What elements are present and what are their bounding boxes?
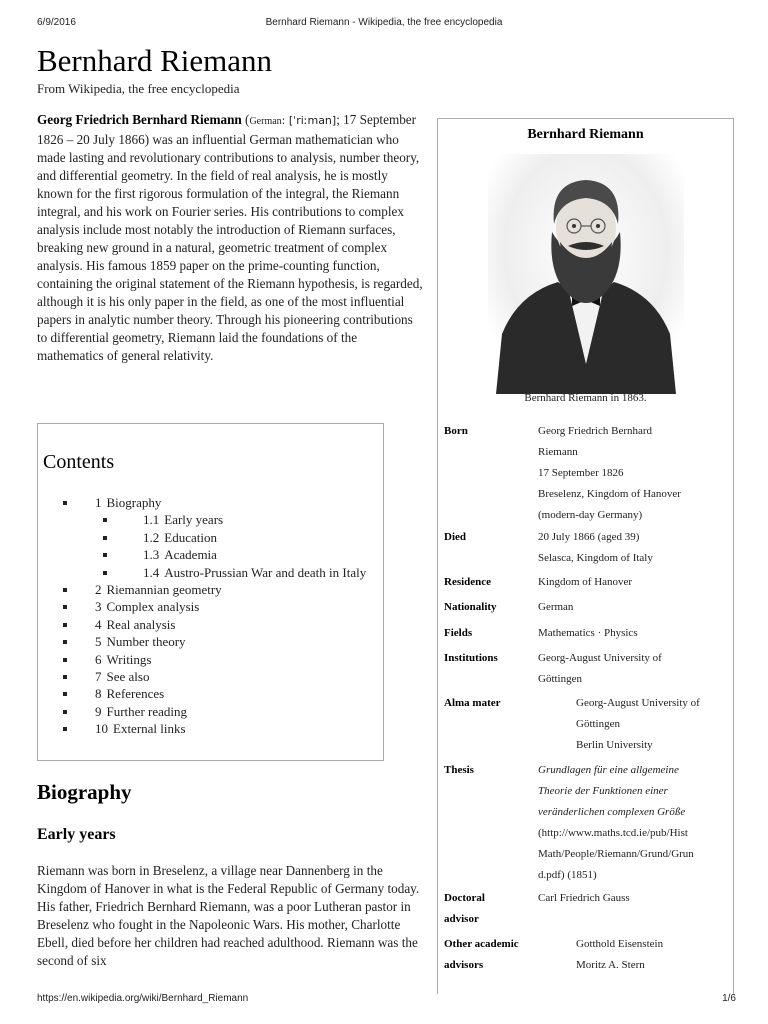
tagline: From Wikipedia, the free encyclopedia xyxy=(37,81,240,96)
toc-number: 1 xyxy=(95,495,102,510)
toc-label[interactable]: Biography xyxy=(106,495,162,510)
bullet-icon xyxy=(103,553,107,557)
label-line: advisors xyxy=(444,959,484,971)
language-link[interactable]: German xyxy=(249,116,282,127)
toc-label[interactable]: Riemannian geometry xyxy=(106,582,222,598)
thesis-title[interactable]: Theorie der Funktionen einer xyxy=(538,785,668,797)
intro-paren: ( xyxy=(241,112,250,127)
toc-label[interactable]: External links xyxy=(113,721,186,737)
toc-number: 1.4 xyxy=(143,564,160,580)
subject-name: Georg Friedrich Bernhard Riemann xyxy=(37,112,242,127)
institution-line[interactable]: Göttingen xyxy=(538,673,582,685)
bullet-icon xyxy=(63,623,67,627)
bullet-icon xyxy=(63,501,67,505)
print-page-number: 1/6 xyxy=(722,993,736,1004)
toc-label[interactable]: Real analysis xyxy=(106,616,176,632)
toc-title: Contents xyxy=(43,451,115,473)
thesis-title[interactable]: Grundlagen für eine allgemeine xyxy=(538,764,679,776)
born-name: Georg Friedrich Bernhard xyxy=(538,425,653,437)
toc-number: 6 xyxy=(95,651,102,667)
born-place[interactable]: Breselenz, Kingdom of Hanover xyxy=(538,488,681,500)
table-of-contents xyxy=(37,423,384,761)
infobox-title: Bernhard Riemann xyxy=(527,127,644,142)
toc-number: 1.2 xyxy=(143,529,160,545)
thesis-url[interactable]: (http://www.maths.tcd.ie/pub/Hist xyxy=(538,827,688,839)
infobox-value xyxy=(538,527,734,569)
toc-item[interactable] xyxy=(63,703,366,720)
thesis-url[interactable]: d.pdf) (1851) xyxy=(538,869,597,881)
intro-text: ; 17 September 1826 – 20 July 1866) was an influential German mathematician who made lasting and revolutionary contributions to analysis, number theory, and differential geometry. In the field of real analysis, he is mostly known for the first rigorous formulation of the integral, the Riemann integral, and his work on Fourier series. His contributions to complex analysis include most notably the introduction of Riemann surfaces, breaking new ground in a natural, geometric treatment of complex analysis. His famous 1859 paper on the prime-counting function, containing the original statement of the Riemann hypothesis, is regarded, although it is his only paper in the field, as one of the most influential papers in analytic number theory. Through his pioneering contributions to differential geometry, Riemann laid the foundations of the mathematics of general relativity. xyxy=(37,112,423,363)
toc-item[interactable] xyxy=(63,511,366,528)
bullet-icon xyxy=(63,727,67,731)
toc-item[interactable] xyxy=(63,598,366,615)
toc-number: 10 xyxy=(95,721,108,737)
advisor-line[interactable]: Gotthold Eisenstein xyxy=(576,938,664,950)
toc-label[interactable]: References xyxy=(106,686,165,702)
print-url: https://en.wikipedia.org/wiki/Bernhard_Riemann xyxy=(37,993,249,1004)
toc-item[interactable] xyxy=(63,668,366,685)
toc-number: 2 xyxy=(95,582,102,598)
infobox-label: Thesis xyxy=(444,764,474,776)
toc-list xyxy=(63,494,366,738)
infobox-label xyxy=(444,934,534,976)
portrait-caption: Bernhard Riemann in 1863. xyxy=(524,392,647,404)
toc-item[interactable] xyxy=(63,494,366,511)
section-heading-biography: Biography xyxy=(37,780,132,804)
thesis-title[interactable]: veränderlichen complexen Größe xyxy=(538,806,686,818)
toc-item[interactable] xyxy=(63,546,366,563)
toc-number: 1.3 xyxy=(143,547,160,563)
label-line: advisor xyxy=(444,913,479,925)
bullet-icon xyxy=(63,605,67,609)
infobox-value[interactable]: Mathematics · Physics xyxy=(538,627,638,639)
infobox-value xyxy=(538,760,734,886)
toc-label[interactable]: Number theory xyxy=(106,634,186,650)
alma-mater-line[interactable]: Georg-August University of xyxy=(576,697,700,709)
toc-label[interactable]: Academia xyxy=(164,547,217,563)
died-date: 20 July 1866 (aged 39) xyxy=(538,531,640,543)
born-date: 17 September 1826 xyxy=(538,467,624,479)
toc-number: 3 xyxy=(95,599,102,615)
died-place[interactable]: Selasca, Kingdom of Italy xyxy=(538,552,653,564)
infobox-value[interactable]: Carl Friedrich Gauss xyxy=(538,892,630,904)
toc-label[interactable]: Further reading xyxy=(106,703,188,719)
institution-line[interactable]: Georg-August University of xyxy=(538,652,662,664)
toc-number: 7 xyxy=(95,669,102,685)
label-line: Other academic xyxy=(444,938,519,950)
print-page-title: Bernhard Riemann - Wikipedia, the free encyclopedia xyxy=(265,17,503,28)
bullet-icon xyxy=(63,588,67,592)
toc-item[interactable] xyxy=(63,685,366,702)
infobox-value[interactable] xyxy=(538,648,734,690)
bullet-icon xyxy=(103,518,107,522)
advisor-line[interactable]: Moritz A. Stern xyxy=(576,959,645,971)
infobox xyxy=(437,118,734,994)
toc-number: 1.1 xyxy=(143,512,160,528)
section-heading-early-years: Early years xyxy=(37,826,116,843)
alma-mater-line[interactable]: Göttingen xyxy=(576,718,620,730)
toc-label[interactable]: Writings xyxy=(106,651,152,667)
infobox-label: Institutions xyxy=(444,652,498,664)
toc-number: 8 xyxy=(95,686,102,702)
toc-label[interactable]: Education xyxy=(164,529,217,545)
bullet-icon xyxy=(63,658,67,662)
bullet-icon xyxy=(63,710,67,714)
label-line: Doctoral xyxy=(444,892,485,904)
toc-item[interactable] xyxy=(63,616,366,633)
toc-number: 5 xyxy=(95,634,102,650)
infobox-value[interactable]: Kingdom of Hanover xyxy=(538,576,633,588)
page-title: Bernhard Riemann xyxy=(37,43,273,78)
toc-item[interactable] xyxy=(63,564,366,581)
bullet-icon xyxy=(103,571,107,575)
toc-label[interactable]: Complex analysis xyxy=(106,599,200,615)
print-date: 6/9/2016 xyxy=(37,17,76,28)
toc-number: 9 xyxy=(95,703,102,719)
infobox-label: Alma mater xyxy=(444,697,501,709)
portrait-engraving-icon[interactable] xyxy=(488,154,684,394)
infobox-value[interactable] xyxy=(576,693,736,756)
early-years-paragraph: Riemann was born in Breselenz, a village near Dannenberg in the Kingdom of Hanover in what is the Federal Republic of Germany today. His father, Friedrich Bernhard Riemann, was a poor Lutheran pastor in Breselenz who fought in the Napoleonic Wars. His mother, Charlotte Ebell, died before her children had reached adulthood. Riemann was the second of six xyxy=(37,863,420,968)
toc-item[interactable] xyxy=(63,720,366,737)
bullet-icon xyxy=(63,640,67,644)
born-place-modern: (modern-day Germany) xyxy=(538,509,643,521)
ipa-pronunciation[interactable]: : [ˈriːman] xyxy=(281,114,337,127)
infobox-label: Died xyxy=(444,531,466,543)
toc-label[interactable]: See also xyxy=(106,669,150,685)
infobox-label: Born xyxy=(444,425,468,437)
infobox-value[interactable]: German xyxy=(538,601,574,613)
bullet-icon xyxy=(63,692,67,696)
toc-item[interactable] xyxy=(63,633,366,650)
toc-label[interactable]: Austro-Prussian War and death in Italy xyxy=(164,564,367,580)
born-name-cont: Riemann xyxy=(538,446,578,458)
infobox-value xyxy=(538,421,734,526)
toc-number: 4 xyxy=(95,616,102,632)
infobox-label xyxy=(444,888,534,930)
bullet-icon xyxy=(103,536,107,540)
alma-mater-line[interactable]: Berlin University xyxy=(576,739,653,751)
thesis-url[interactable]: Math/People/Riemann/Grund/Grun xyxy=(538,848,694,860)
infobox-value[interactable] xyxy=(576,934,736,976)
toc-item[interactable] xyxy=(63,529,366,546)
toc-item[interactable] xyxy=(63,651,366,668)
infobox-label: Residence xyxy=(444,576,492,588)
infobox-label: Fields xyxy=(444,627,473,639)
toc-label[interactable]: Early years xyxy=(164,512,224,528)
infobox-label: Nationality xyxy=(444,601,497,613)
intro-paragraph xyxy=(37,111,423,365)
bullet-icon xyxy=(63,675,67,679)
toc-item[interactable] xyxy=(63,581,366,598)
